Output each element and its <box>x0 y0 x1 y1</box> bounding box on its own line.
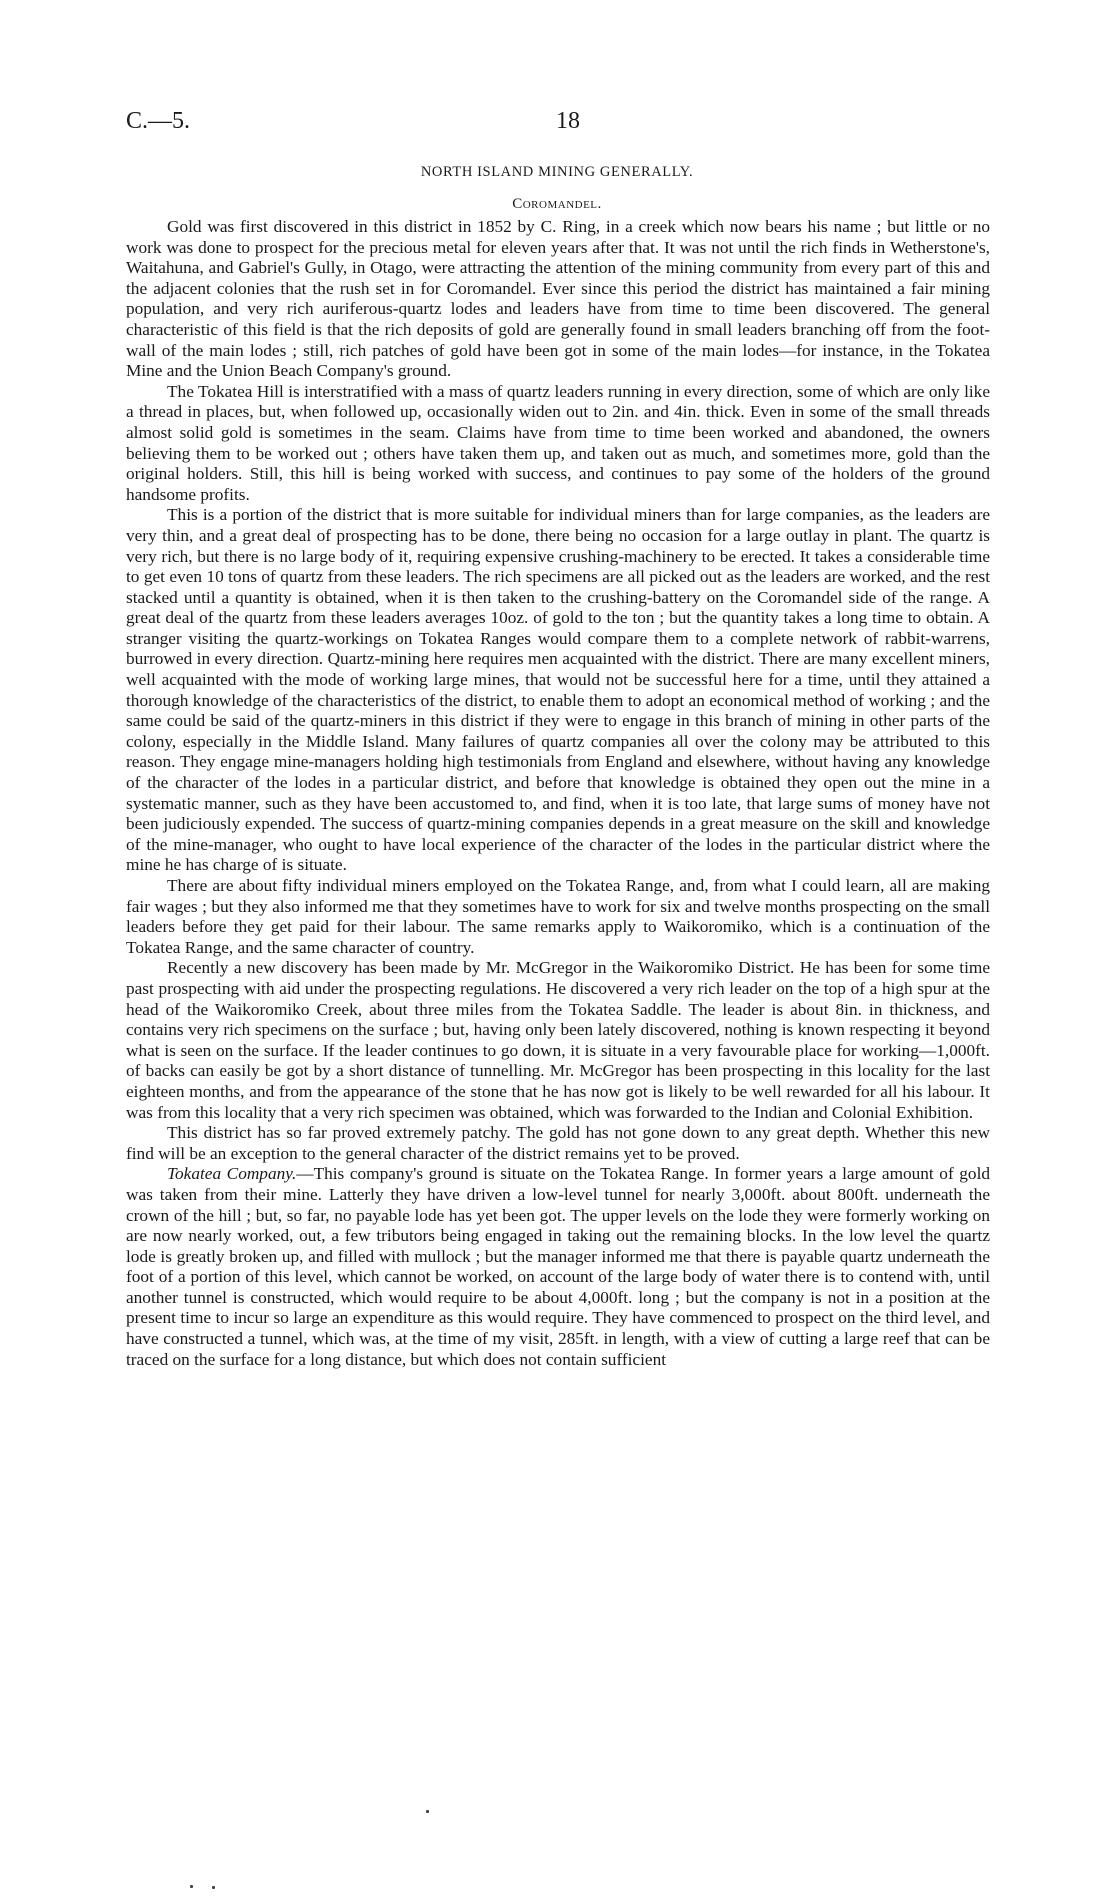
subsection-heading: Coromandel. <box>512 196 602 212</box>
paragraph <box>126 505 990 876</box>
page-header <box>0 108 1114 148</box>
paragraph-text: The Tokatea Hill is interstratified with a mass of quartz leaders running in every direction, some of which are only like a thread in places, but, when followed up, occasionally widen out to 2in. and 4in. thick. Even in some of the small threads almost solid gold is sometimes in the seam. Claims have from time to time been worked and abandoned, the owners believing them to be worked out ; others have taken them up, and taken out as much, and sometimes more, gold than the original holders. Still, this hill is being worked with success, and continues to pay some of the holders of the ground handsome profits. <box>126 381 990 504</box>
paragraph-text: —This company's ground is situate on the Tokatea Range. In former years a large amount of gold was taken from their mine. Latterly they have driven a low-level tunnel for nearly 3,000ft. about 800ft. underneath the crown of the hill ; but, so far, no payable lode has yet been got. The upper levels on the lode they were formerly working on are now nearly worked, out, a few tributors being engaged in taking out the remaining blocks. In the low level the quartz lode is greatly broken up, and filled with mullock ; but the manager informed me that there is payable quartz underneath the foot of a portion of this level, which cannot be worked, on account of the large body of water there is to contend with, until another tunnel is constructed, which would require to be about 4,000ft. long ; but the company is not in a position at the present time to incur so large an expenditure as this would require. They have commenced to prospect on the third level, and have constructed a tunnel, which was, at the time of my visit, 285ft. in length, with a view of cutting a large reef that can be traced on the surface for a long distance, but which does not contain sufficient <box>126 1164 991 1369</box>
page-reference: C.—5. <box>126 108 191 134</box>
paragraph-text: This district has so far proved extremely patchy. The gold has not gone down to any great depth. Whether this new find will be an exception to the general character of the district remains yet to be proved. <box>126 1123 990 1163</box>
section-heading: NORTH ISLAND MINING GENERALLY. <box>420 164 694 180</box>
scan-speck <box>190 1885 193 1888</box>
paragraph-lead: Tokatea Company. <box>167 1164 297 1184</box>
page-number: 18 <box>556 108 580 134</box>
scan-speck <box>426 1810 429 1813</box>
paragraph-text: Gold was first discovered in this district in 1852 by C. Ring, in a creek which now bears his name ; but little or no work was done to prospect for the precious metal for eleven years after that. It was not until the rich finds in Wetherstone's, Waitahuna, and Gabriel's Gully, in Otago, were attracting the attention of the mining community from every part of this and the adjacent colonies that the rush set in for Coromandel. Ever since this period the district has maintained a fair mining population, and very rich auriferous-quartz lodes and leaders have from time to time been discovered. The general characteristic of this field is that the rich deposits of gold are generally found in small leaders branching off from the foot-wall of the main lodes ; still, rich patches of gold have been got in some of the main lodes—for instance, in the Tokatea Mine and the Union Beach Company's ground. <box>126 217 990 381</box>
paragraph <box>126 958 990 1123</box>
paragraph <box>126 1164 990 1370</box>
paragraph-text: There are about fifty individual miners employed on the Tokatea Range, and, from what I could learn, all are making fair wages ; but they also informed me that they sometimes have to work for six and twelve months prospecting on the small leaders before they get paid for their labour. The same remarks apply to Waikoromiko, which is a continuation of the Tokatea Range, and the same character of country. <box>126 876 990 957</box>
scan-speck <box>212 1886 215 1889</box>
paragraph <box>126 382 990 506</box>
paragraph <box>126 217 990 382</box>
paragraph-text: This is a portion of the district that is more suitable for individual miners than for large companies, as the leaders are very thin, and a great deal of prospecting has to be done, there being no occasion for a large outlay in plant. The quartz is very rich, but there is no large body of it, requiring expensive crushing-machinery to be erected. It takes a considerable time to get even 10 tons of quartz from these leaders. The rich specimens are all picked out as the leaders are worked, and the rest stacked until a quantity is obtained, when it is then taken to the crushing-battery on the Coromandel side of the range. A great deal of the quartz from these leaders averages 10oz. of gold to the ton ; but the quantity takes a long time to obtain. A stranger visiting the quartz-workings on Tokatea Ranges would compare them to a complete network of rabbit-warrens, burrowed in every direction. Quartz-mining here requires men acquainted with the district. There are many excellent miners, well acquainted with the mode of working large mines, that would not be successful here for a time, until they attained a thorough knowledge of the characteristics of the district, to enable them to adopt an economical method of working ; and the same could be said of the quartz-miners in this district if they were to engage in this branch of mining in other parts of the colony, especially in the Middle Island. Many failures of quartz companies all over the colony may be attributed to this reason. They engage mine-managers holding high testimonials from England and elsewhere, without having any knowledge of the character of the lodes in a particular district, and before that knowledge is obtained they open out the mine in a systematic manner, such as they have been accustomed to, and find, when it is too late, that large sums of money have not been judiciously expended. The success of quartz-mining companies depends in a great measure on the skill and knowledge of the mine-manager, who ought to have local experience of the character of the lodes in the particular district where the mine he has charge of is situate. <box>126 505 990 875</box>
paragraph <box>126 1123 990 1164</box>
paragraph <box>126 876 990 958</box>
paragraph-text: Recently a new discovery has been made by Mr. McGregor in the Waikoromiko District. He has been for some time past prospecting with aid under the prospecting regulations. He discovered a very rich leader on the top of a high spur at the head of the Waikoromiko Creek, about three miles from the Tokatea Saddle. The leader is about 8in. in thickness, and contains very rich specimens on the surface ; but, having only been lately discovered, nothing is known respecting it beyond what is seen on the surface. If the leader continues to go down, it is situate in a very favourable place for working—1,000ft. of backs can easily be got by a short distance of tunnelling. Mr. McGregor has been prospecting in this locality for the last eighteen months, and from the appearance of the stone that he has now got is likely to be well rewarded for all his labour. It was from this locality that a very rich specimen was obtained, which was forwarded to the Indian and Colonial Exhibition. <box>126 958 990 1122</box>
body-text <box>126 217 990 1370</box>
